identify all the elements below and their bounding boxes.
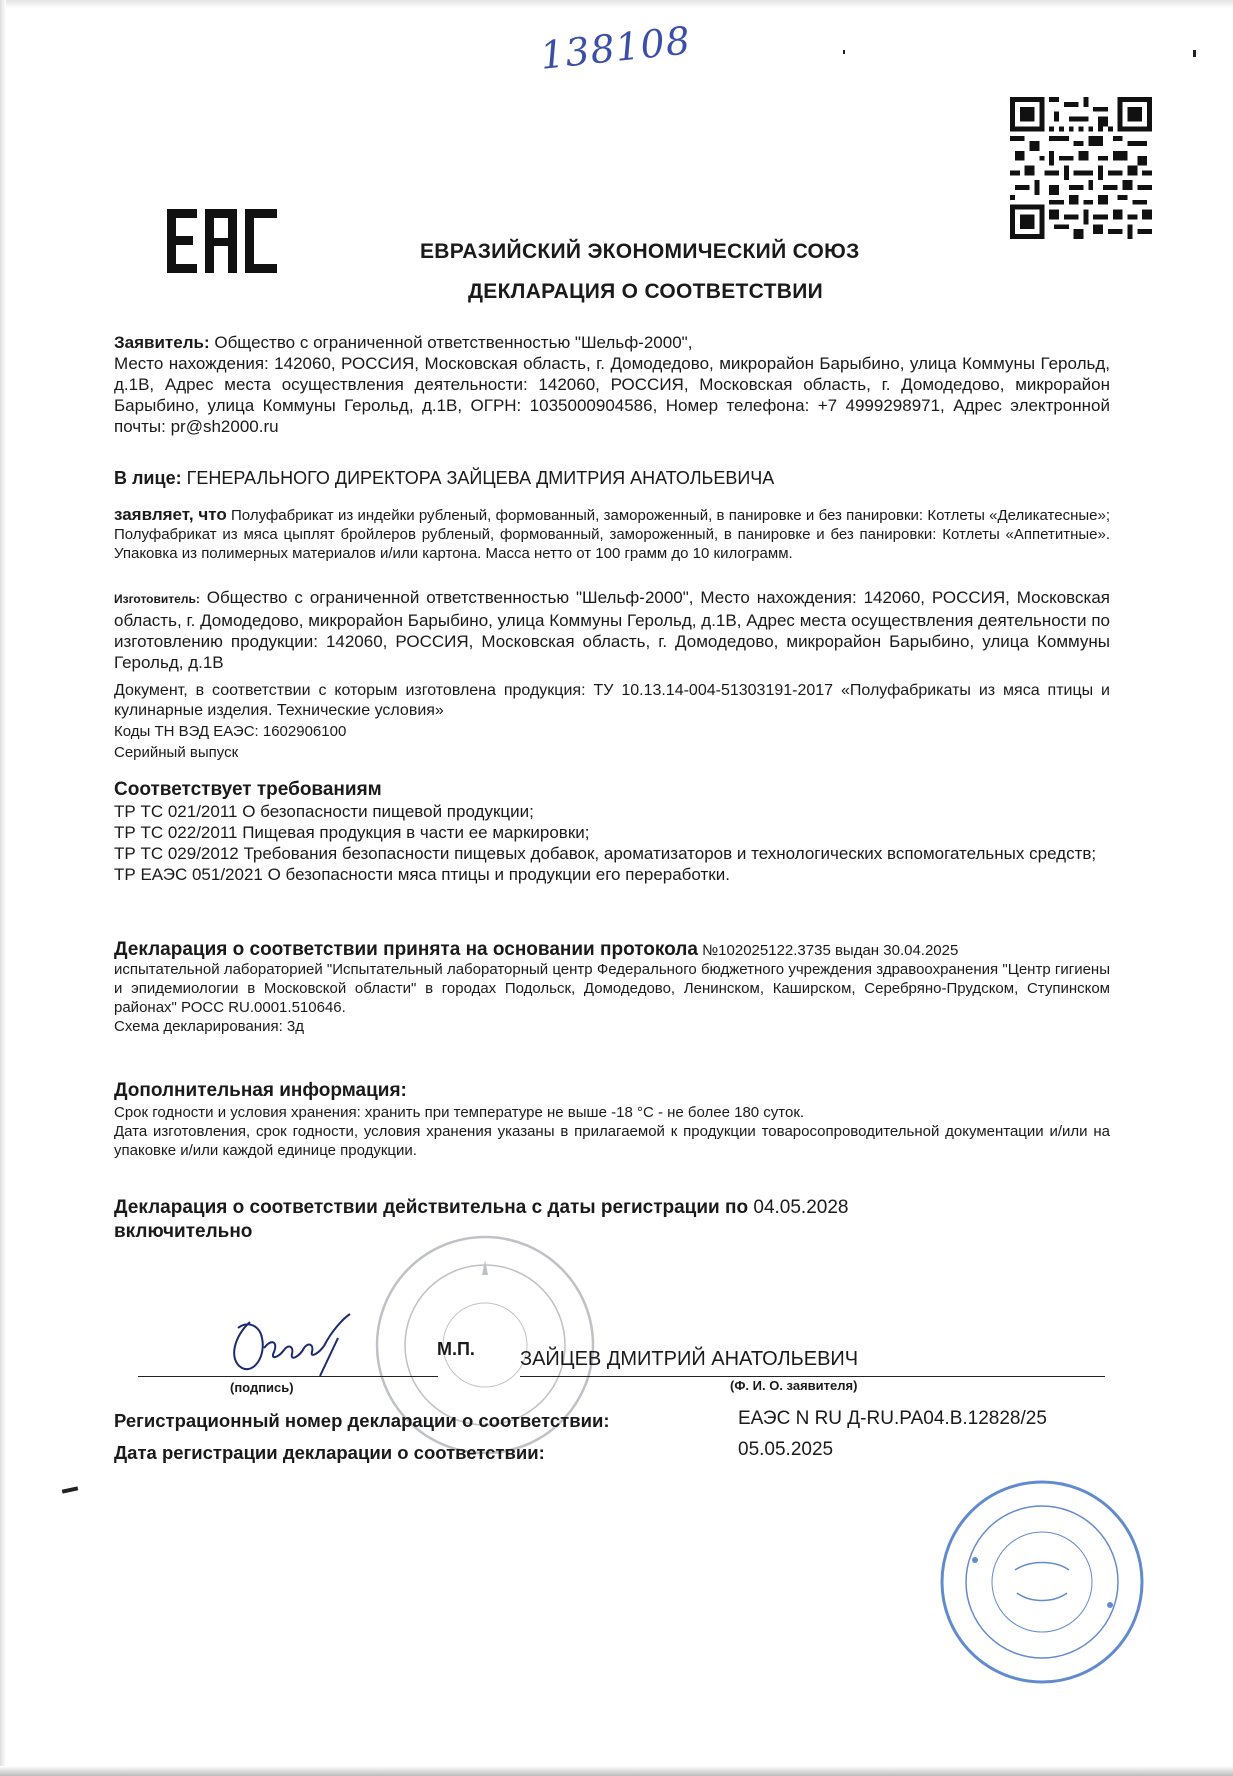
applicant-block xyxy=(114,332,1110,437)
protocol-number: №102025122.3735 выдан 30.04.2025 xyxy=(697,942,959,959)
scan-speck xyxy=(843,50,845,54)
signature-icon xyxy=(220,1308,370,1380)
certificate-stamp-icon xyxy=(935,1475,1150,1690)
scan-edge-top xyxy=(0,0,1233,8)
document-basis: Документ, в соответствии с которым изготовлена продукция: ТУ 10.13.14-004-51303191-2017 «Полуфабрикаты из мяса птицы и кулинарные изделия. Технические условия» xyxy=(114,682,1110,719)
applicant-line xyxy=(114,332,1110,353)
manufacturer-text: Общество с ограниченной ответственностью "Шельф-2000", Место нахождения: 142060, РОССИЯ, Московская область, г. Домодедово, микрорайон Барыбино, улица Коммуны Герольд, д.1В, Адрес места осуществления деятельности по изготовлению продукции: 142060, РОССИЯ, Московская область, г. Домодедово, микрорайон Барыбино, улица Коммуны Герольд, д.1В xyxy=(114,588,1110,672)
scan-speck xyxy=(1193,50,1196,57)
scan-edge-bottom xyxy=(0,1766,1233,1776)
applicant-label: Заявитель: xyxy=(114,333,210,352)
requirement-item: ТР ТС 029/2012 Требования безопасности пищевых добавок, ароматизаторов и технологических вспомогательных средств; xyxy=(114,844,1097,863)
representative-line xyxy=(114,468,1110,489)
representative-name: ГЕНЕРАЛЬНОГО ДИРЕКТОРА ЗАЙЦЕВА ДМИТРИЯ АНАТОЛЬЕВИЧА xyxy=(181,468,775,488)
scan-speck xyxy=(62,1486,78,1493)
requirements-heading: Соответствует требованиям xyxy=(114,779,382,800)
declaration-scheme: Схема декларирования: 3д xyxy=(114,1018,305,1035)
additional-info-heading: Дополнительная информация: xyxy=(114,1080,407,1101)
signature-line xyxy=(138,1376,438,1377)
declares-block xyxy=(114,505,1110,563)
manufacturer-block xyxy=(114,587,1110,673)
union-heading: ЕВРАЗИЙСКИЙ ЭКОНОМИЧЕСКИЙ СОЮЗ xyxy=(420,240,860,263)
shelf-life: Срок годности и условия хранения: хранить при температуре не выше -18 °С - не более 180 суток. xyxy=(114,1104,805,1121)
release-type: Серийный выпуск xyxy=(114,744,239,761)
registration-number-label: Регистрационный номер декларации о соответствии: xyxy=(114,1410,610,1431)
requirement-item: ТР ТС 022/2011 Пищевая продукция в части ее маркировки; xyxy=(114,823,590,842)
name-caption: (Ф. И. О. заявителя) xyxy=(730,1378,858,1393)
validity-block xyxy=(114,1196,1110,1244)
protocol-laboratory: испытательной лабораторией "Испытательный лабораторный центр Федерального бюджетного учреждения здравоохранения "Центр гигиены и эпидемиологии в Московской области" в городах Подольск, Домодедово, Ленинском, Каширском, Серебряно-Прудском, Ступинском районах" РОСС RU.0001.510646. xyxy=(114,961,1110,1016)
applicant-details: Место нахождения: 142060, РОССИЯ, Московская область, г. Домодедово, микрорайон Барыбино, улица Коммуны Герольд, д.1В, Адрес места осуществления деятельности: 142060, РОССИЯ, Московская область, г. Домодедово, микрорайон Барыбино, улица Коммуны Герольд, д.1В, ОГРН: 1035000904586, Номер телефона: +7 4999298971, Адрес электронной почты: pr@sh2000.ru xyxy=(114,354,1110,436)
eac-logo-icon xyxy=(165,205,285,277)
registration-date-value: 05.05.2025 xyxy=(738,1439,834,1460)
requirement-item: ТР ЕАЭС 051/2021 О безопасности мяса птицы и продукции его переработки. xyxy=(114,865,730,884)
signature-caption: (подпись) xyxy=(230,1380,294,1395)
document-title: ДЕКЛАРАЦИЯ О СООТВЕТСТВИИ xyxy=(468,280,824,303)
signer-name: ЗАЙЦЕВ ДМИТРИЙ АНАТОЛЬЕВИЧ xyxy=(520,1348,859,1370)
protocol-heading: Декларация о соответствии принята на основании протокола xyxy=(114,939,698,960)
stamp-mark: М.П. xyxy=(437,1339,475,1359)
product-description: Полуфабрикат из индейки рубленый, формованный, замороженный, в панировке и без панировки: Котлеты «Деликатесные»; Полуфабрикат из мяса цыплят бройлеров рубленый, формованный, замороженный, в панировке и без панировки: Котлеты «Аппетитные». Упаковка из полимерных материалов и/или картона. Масса нетто от 100 грамм до 10 килограмм. xyxy=(114,507,1111,562)
handwritten-number: 138108 xyxy=(538,18,693,78)
validity-text: Декларация о соответствии действительна с даты регистрации по xyxy=(114,1197,749,1218)
qr-code-icon xyxy=(1010,97,1152,239)
protocol-block xyxy=(114,939,1110,1036)
additional-info-block xyxy=(114,1080,1110,1160)
declares-label: заявляет, что xyxy=(114,505,227,524)
manufacturer-label: Изготовитель: xyxy=(114,592,200,606)
tnved-codes: Коды ТН ВЭД ЕАЭС: 1602906100 xyxy=(114,723,347,740)
validity-date: 04.05.2028 xyxy=(748,1197,849,1218)
dates-info: Дата изготовления, срок годности, условия хранения указаны в прилагаемой к продукции товаросопроводительной документации и/или на упаковке и/или каждой единице продукции. xyxy=(114,1123,1110,1159)
registration-date-label: Дата регистрации декларации о соответствии: xyxy=(114,1442,545,1463)
validity-inclusive: включительно xyxy=(114,1221,253,1242)
requirements-block xyxy=(114,779,1110,885)
document-basis-block xyxy=(114,681,1110,762)
applicant-name: Общество с ограниченной ответственностью "Шельф-2000", xyxy=(209,333,693,352)
requirement-item: ТР ТС 021/2011 О безопасности пищевой продукции; xyxy=(114,802,534,821)
registration-number-value: ЕАЭС N RU Д-RU.РА04.В.12828/25 xyxy=(738,1408,1047,1429)
representative-label: В лице: xyxy=(114,468,182,488)
scan-edge-left xyxy=(0,0,6,1776)
name-line xyxy=(520,1376,1105,1377)
